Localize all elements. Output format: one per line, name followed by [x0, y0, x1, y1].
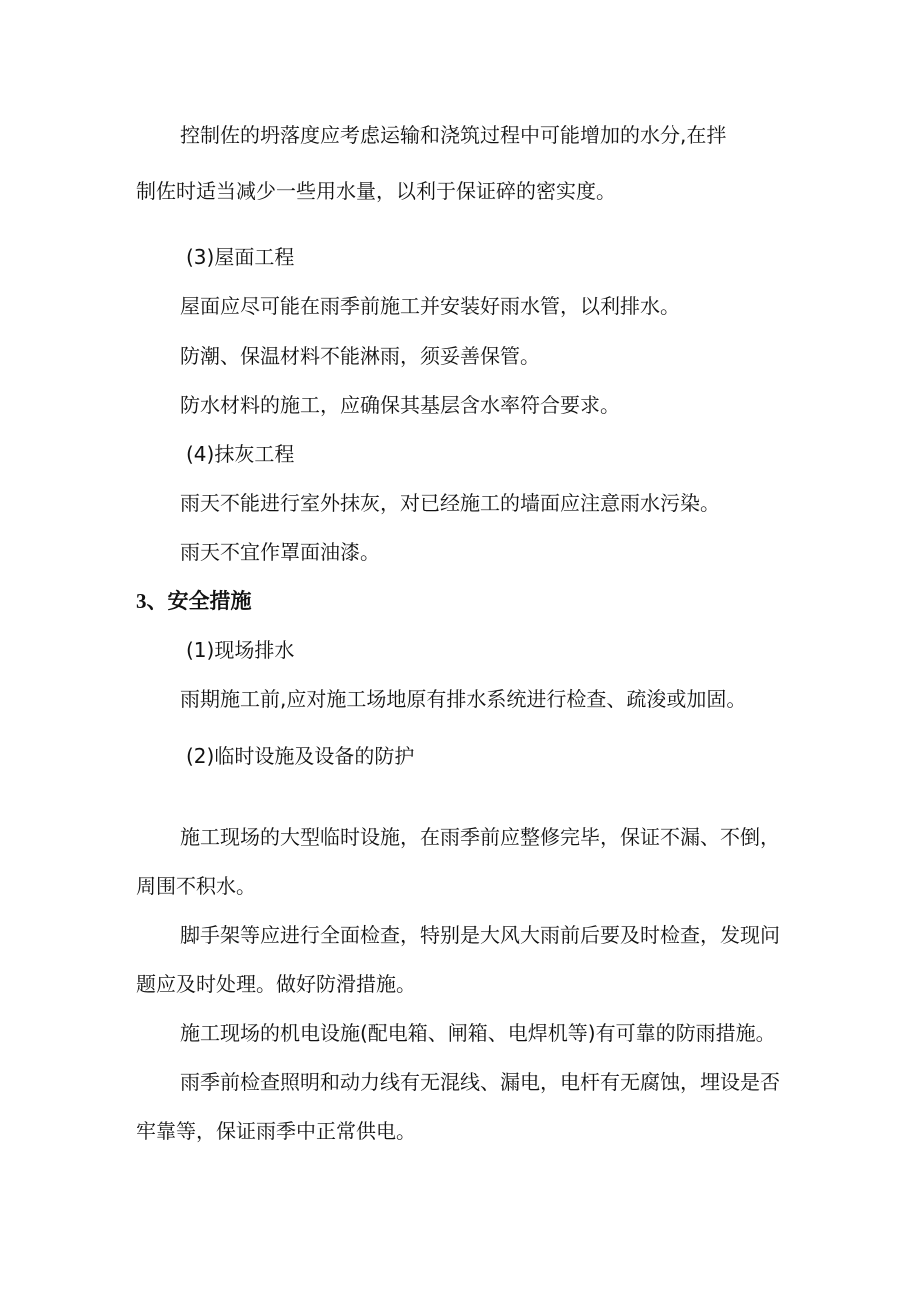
paragraph-slump-line2: 制佐时适当减少一些用水量，以利于保证碎的密实度。 [136, 179, 616, 203]
section-heading-safety-measures: 3、安全措施 [136, 589, 252, 613]
paragraph-temporary-facilities-line1: 施工现场的大型临时设施，在雨季前应整修完毕，保证不漏、不倒， [180, 825, 780, 849]
subheading-roof-works: (3)屋面工程 [186, 245, 295, 269]
paragraph-roof-drainage: 屋面应尽可能在雨季前施工并安装好雨水管，以利排水。 [180, 294, 680, 318]
paragraph-drainage-inspection: 雨期施工前,应对施工场地原有排水系统进行检查、疏浚或加固。 [180, 687, 747, 711]
paragraph-temporary-facilities-line2: 周围不积水。 [136, 874, 256, 898]
paragraph-scaffolding-line2: 题应及时处理。做好防滑措施。 [136, 972, 416, 996]
subheading-site-drainage: (1)现场排水 [186, 638, 295, 662]
paragraph-electrical-facilities: 施工现场的机电设施(配电箱、闸箱、电焊机等)有可靠的防雨措施。 [180, 1021, 776, 1045]
paragraph-power-lines-line1: 雨季前检查照明和动力线有无混线、漏电，电杆有无腐蚀，埋设是否 [180, 1070, 780, 1094]
paragraph-no-outdoor-plastering: 雨天不能进行室外抹灰，对已经施工的墙面应注意雨水污染。 [180, 491, 720, 515]
paragraph-moisture-insulation: 防潮、保温材料不能淋雨，须妥善保管。 [180, 344, 540, 368]
subheading-temporary-facilities: (2)临时设施及设备的防护 [186, 744, 415, 768]
paragraph-power-lines-line2: 牢靠等，保证雨季中正常供电。 [136, 1119, 416, 1143]
paragraph-scaffolding-line1: 脚手架等应进行全面检查，特别是大风大雨前后要及时检查，发现问 [180, 923, 780, 947]
subheading-plastering-works: (4)抹灰工程 [186, 442, 295, 466]
paragraph-waterproof-material: 防水材料的施工，应确保其基层含水率符合要求。 [180, 393, 620, 417]
paragraph-no-top-coat-paint: 雨天不宜作罩面油漆。 [180, 540, 380, 564]
paragraph-slump-line1: 控制佐的坍落度应考虑运输和浇筑过程中可能增加的水分,在拌 [180, 123, 727, 147]
